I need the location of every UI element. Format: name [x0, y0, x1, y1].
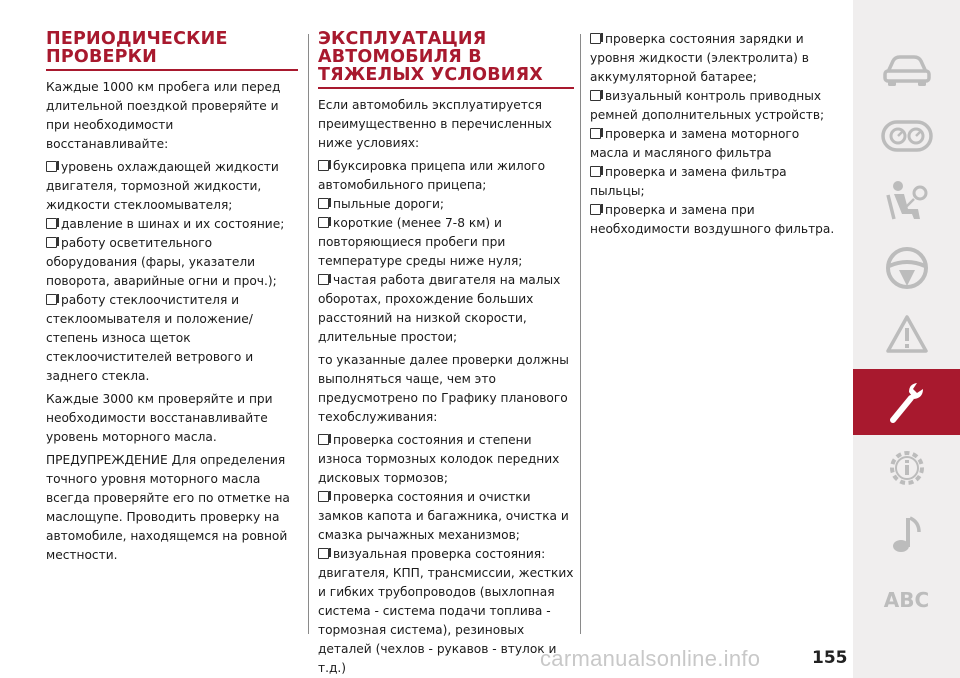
- list-item: визуальный контроль приводных ремней дополнительных устройств;: [590, 89, 825, 122]
- nav-car[interactable]: [853, 37, 960, 103]
- checkbox-bullet-icon: [590, 128, 601, 139]
- list-item: проверка состояния и очистки замков капота и багажника, очистка и смазка рычажных механизмов;: [318, 490, 569, 542]
- checkbox-bullet-icon: [46, 161, 57, 172]
- nav-dashboard[interactable]: [853, 103, 960, 169]
- list-item: работу стеклоочистителя и стеклоомывателя и положение/степень износа щеток стеклоочистителей ветрового и заднего стекла.: [46, 293, 254, 383]
- chapter-sidebar: [853, 0, 960, 678]
- warning-triangle-icon: [885, 314, 929, 354]
- column-divider: [580, 34, 581, 634]
- list-item: короткие (менее 7-8 км) и повторяющиеся пробеги при температуре среды ниже нуля;: [318, 216, 523, 268]
- list-item: давление в шинах и их состояние;: [46, 215, 298, 234]
- list-item: пыльные дороги;: [318, 195, 574, 214]
- checkbox-bullet-icon: [318, 274, 329, 285]
- checkbox-bullet-icon: [590, 33, 601, 44]
- heading-line: ЭКСПЛУАТАЦИЯ: [318, 29, 487, 49]
- gear-info-icon: [884, 445, 930, 491]
- intro-paragraph: Каждые 1000 км пробега или перед длительной поездкой проверяйте и при необходимости восстанавливайте:: [46, 80, 281, 151]
- list-item: проверка и замена фильтра пыльцы;: [590, 165, 787, 198]
- nav-driving[interactable]: [853, 235, 960, 301]
- nav-warnings[interactable]: [853, 301, 960, 367]
- list-item: проверка и замена моторного масла и масляного фильтра: [590, 127, 800, 160]
- intro-paragraph: Если автомобиль эксплуатируется преимущественно в перечисленных ниже условиях:: [318, 98, 552, 150]
- nav-specifications[interactable]: [853, 435, 960, 501]
- column-periodic-checks: [46, 30, 298, 569]
- section-heading-severe: [318, 30, 574, 89]
- list-item: работу осветительного оборудования (фары, указатели поворота, аварийные огни и проч.);: [46, 236, 277, 288]
- list-item: буксировка прицепа или жилого автомобильного прицепа;: [318, 159, 546, 192]
- list-item: уровень охлаждающей жидкости двигателя, тормозной жидкости, жидкости стеклоомывателя;: [46, 160, 279, 212]
- dashboard-gauges-icon: [881, 118, 933, 154]
- frequency-paragraph: то указанные далее проверки должны выполняться чаще, чем это предусмотрено по Графику планового техобслуживания:: [318, 353, 569, 424]
- nav-index[interactable]: [853, 567, 960, 633]
- nav-multimedia[interactable]: [853, 501, 960, 567]
- checkbox-bullet-icon: [318, 198, 329, 209]
- heading-line: ТЯЖЕЛЫХ УСЛОВИЯХ: [318, 65, 543, 85]
- column-severe-conditions: [318, 30, 574, 678]
- abc-text-icon: ABC: [883, 588, 930, 612]
- section-heading-periodic: [46, 30, 298, 71]
- nav-maintenance-active[interactable]: [853, 369, 960, 435]
- seat-airbag-icon: [884, 179, 930, 225]
- list-item: визуальная проверка состояния: двигателя, КПП, трансмиссии, жестких и гибких трубопроводов (выхлопная система - система подачи топлива - тормозная система), резиновых деталей (чехлов - рукавов - втулок и т.д.): [318, 547, 574, 675]
- heading-line: ПЕРИОДИЧЕСКИЕ: [46, 29, 228, 49]
- list-item: частая работа двигателя на малых оборотах, прохождение больших расстояний на низкой скорости, длительные простои;: [318, 273, 561, 344]
- checkbox-bullet-icon: [590, 204, 601, 215]
- music-note-icon: [889, 512, 925, 556]
- checkbox-bullet-icon: [318, 491, 329, 502]
- column-checks-continued: [590, 30, 836, 239]
- checkbox-bullet-icon: [46, 294, 57, 305]
- heading-line: АВТОМОБИЛЯ В: [318, 47, 482, 67]
- column-divider: [308, 34, 309, 634]
- checkbox-bullet-icon: [590, 166, 601, 177]
- checkbox-bullet-icon: [46, 237, 57, 248]
- checkbox-bullet-icon: [318, 160, 329, 171]
- checkbox-bullet-icon: [318, 217, 329, 228]
- list-item: проверка состояния и степени износа тормозных колодок передних дисковых тормозов;: [318, 433, 560, 485]
- steering-wheel-icon: [885, 246, 929, 290]
- list-item: проверка состояния зарядки и уровня жидкости (электролита) в аккумуляторной батарее;: [590, 32, 809, 84]
- car-icon: [882, 52, 932, 88]
- warning-paragraph: ПРЕДУПРЕЖДЕНИЕ Для определения точного уровня моторного масла всегда проверяйте его по отметке на маслощупе. Проводить проверку на автомобиле, находящемся на ровной местности.: [46, 453, 290, 562]
- list-item: проверка и замена при необходимости воздушного фильтра.: [590, 203, 835, 236]
- page-number: 155: [812, 648, 848, 668]
- oil-check-paragraph: Каждые 3000 км проверяйте и при необходимости восстанавливайте уровень моторного масла.: [46, 392, 273, 444]
- checkbox-bullet-icon: [46, 218, 57, 229]
- watermark-text: carmanualsonline.info: [540, 646, 761, 671]
- checkbox-bullet-icon: [590, 90, 601, 101]
- heading-line: ПРОВЕРКИ: [46, 47, 158, 67]
- checkbox-bullet-icon: [318, 434, 329, 445]
- wrench-icon: [885, 380, 929, 424]
- checkbox-bullet-icon: [318, 548, 329, 559]
- nav-safety[interactable]: [853, 169, 960, 235]
